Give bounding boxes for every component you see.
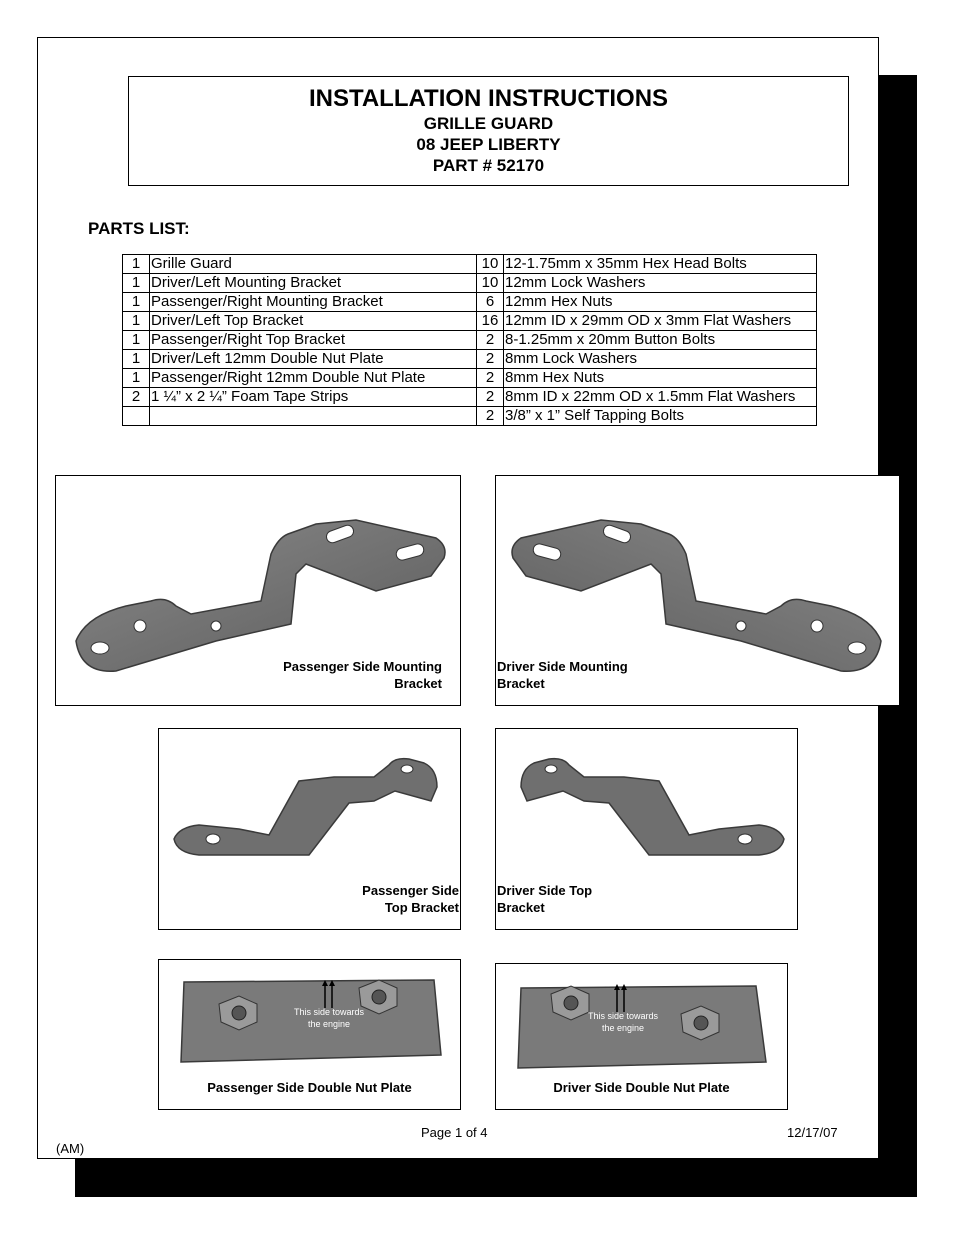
passenger-top-bracket-caption: Passenger Side Top Bracket bbox=[362, 883, 459, 915]
left-desc-cell: Driver/Left Top Bracket bbox=[150, 312, 477, 331]
page-number: Page 1 of 4 bbox=[421, 1125, 488, 1140]
right-qty-cell: 2 bbox=[477, 388, 504, 407]
left-desc-cell: Driver/Left Mounting Bracket bbox=[150, 274, 477, 293]
right-qty-cell: 2 bbox=[477, 331, 504, 350]
left-qty-cell: 1 bbox=[123, 293, 150, 312]
left-qty-cell: 1 bbox=[123, 274, 150, 293]
driver-mounting-bracket-caption: Driver Side Mounting Bracket bbox=[497, 659, 628, 691]
vehicle-name: 08 JEEP LIBERTY bbox=[416, 135, 561, 154]
parts-row bbox=[123, 407, 817, 426]
document-code: (AM) bbox=[56, 1141, 85, 1156]
driver-top-bracket-figure bbox=[495, 728, 798, 930]
document-title: INSTALLATION INSTRUCTIONS bbox=[308, 85, 669, 112]
right-qty-cell: 10 bbox=[477, 255, 504, 274]
left-desc-cell: Grille Guard bbox=[150, 255, 477, 274]
right-desc-cell: 12-1.75mm x 35mm Hex Head Bolts bbox=[504, 255, 817, 274]
left-desc-cell: Driver/Left 12mm Double Nut Plate bbox=[150, 350, 477, 369]
left-qty-cell: 1 bbox=[123, 255, 150, 274]
passenger-mounting-bracket-caption: Passenger Side Mounting Bracket bbox=[283, 659, 442, 691]
document-page bbox=[37, 37, 879, 1159]
driver-nut-plate-caption: Driver Side Double Nut Plate bbox=[553, 1080, 730, 1095]
parts-row bbox=[123, 331, 817, 350]
right-desc-cell: 8mm Lock Washers bbox=[504, 350, 817, 369]
passenger-top-bracket-figure bbox=[158, 728, 461, 930]
passenger-nut-plate-figure bbox=[158, 959, 461, 1110]
document-date: 12/17/07 bbox=[787, 1125, 838, 1140]
left-desc-cell bbox=[150, 407, 477, 426]
parts-row bbox=[123, 369, 817, 388]
left-desc-cell: Passenger/Right Top Bracket bbox=[150, 331, 477, 350]
left-qty-cell: 1 bbox=[123, 350, 150, 369]
left-qty-cell: 1 bbox=[123, 312, 150, 331]
title-box bbox=[128, 76, 849, 186]
passenger-nut-plate-caption: Passenger Side Double Nut Plate bbox=[207, 1080, 412, 1095]
left-qty-cell: 2 bbox=[123, 388, 150, 407]
right-qty-cell: 16 bbox=[477, 312, 504, 331]
passenger-nut-plate-note: This side towards the engine bbox=[293, 1007, 365, 1029]
right-desc-cell: 8mm ID x 22mm OD x 1.5mm Flat Washers bbox=[504, 388, 817, 407]
right-desc-cell: 8mm Hex Nuts bbox=[504, 369, 817, 388]
right-desc-cell: 12mm Hex Nuts bbox=[504, 293, 817, 312]
right-qty-cell: 2 bbox=[477, 407, 504, 426]
left-desc-cell: 1 ¼” x 2 ¼” Foam Tape Strips bbox=[150, 388, 477, 407]
right-desc-cell: 12mm Lock Washers bbox=[504, 274, 817, 293]
right-qty-cell: 10 bbox=[477, 274, 504, 293]
product-name: GRILLE GUARD bbox=[423, 114, 554, 133]
left-qty-cell: 1 bbox=[123, 331, 150, 350]
driver-nut-plate-figure bbox=[495, 963, 788, 1110]
driver-top-bracket-caption: Driver Side Top Bracket bbox=[497, 883, 593, 915]
right-desc-cell: 8-1.25mm x 20mm Button Bolts bbox=[504, 331, 817, 350]
part-number: PART # 52170 bbox=[432, 156, 545, 175]
left-qty-cell: 1 bbox=[123, 369, 150, 388]
right-qty-cell: 2 bbox=[477, 350, 504, 369]
parts-list-heading: PARTS LIST: bbox=[88, 219, 190, 238]
right-qty-cell: 2 bbox=[477, 369, 504, 388]
driver-mounting-bracket-figure bbox=[495, 475, 900, 706]
driver-nut-plate-note: This side towards the engine bbox=[587, 1011, 659, 1033]
parts-row bbox=[123, 312, 817, 331]
left-qty-cell bbox=[123, 407, 150, 426]
left-desc-cell: Passenger/Right 12mm Double Nut Plate bbox=[150, 369, 477, 388]
parts-row bbox=[123, 350, 817, 369]
parts-row bbox=[123, 255, 817, 274]
parts-row bbox=[123, 274, 817, 293]
right-desc-cell: 12mm ID x 29mm OD x 3mm Flat Washers bbox=[504, 312, 817, 331]
parts-row bbox=[123, 388, 817, 407]
parts-table bbox=[122, 254, 817, 426]
passenger-mounting-bracket-figure bbox=[55, 475, 461, 706]
right-qty-cell: 6 bbox=[477, 293, 504, 312]
left-desc-cell: Passenger/Right Mounting Bracket bbox=[150, 293, 477, 312]
right-desc-cell: 3/8” x 1” Self Tapping Bolts bbox=[504, 407, 817, 426]
parts-row bbox=[123, 293, 817, 312]
